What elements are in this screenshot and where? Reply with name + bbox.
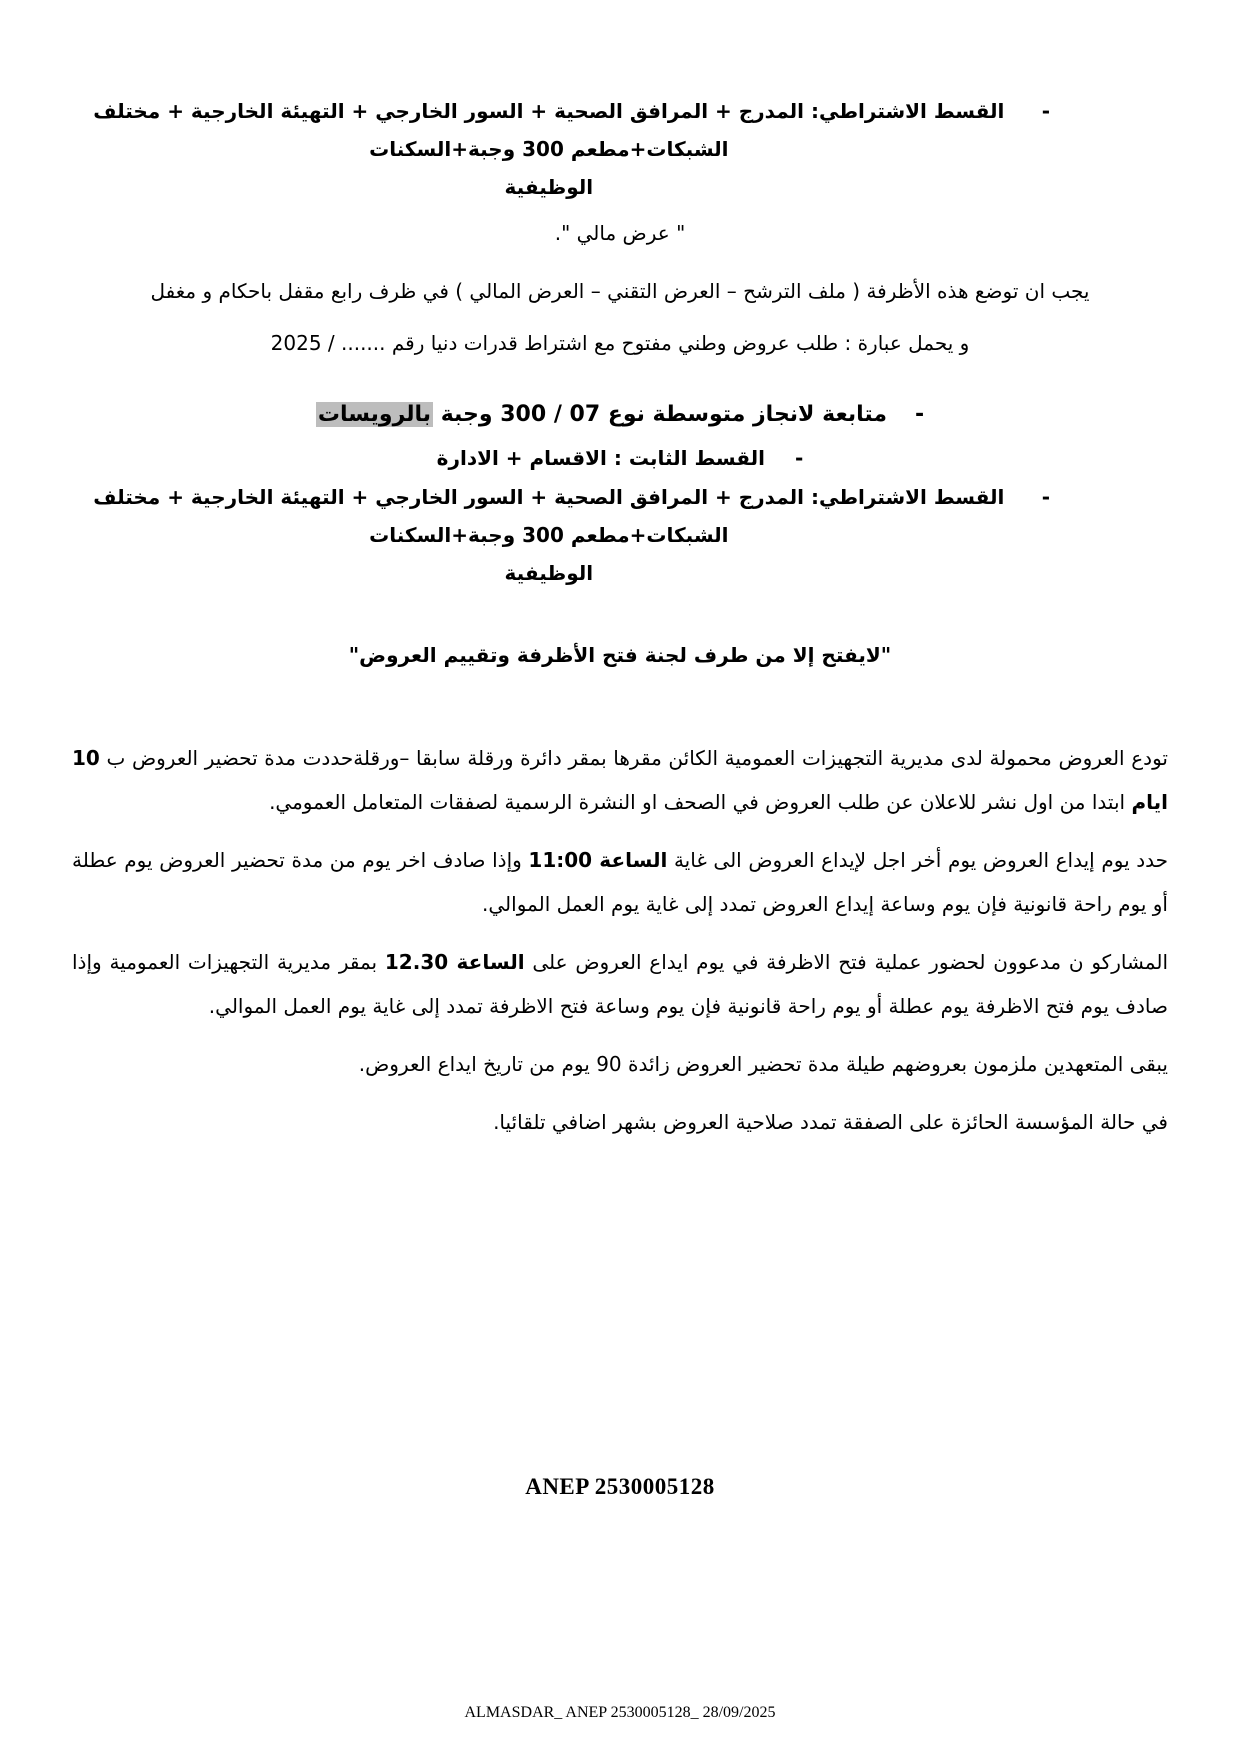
opening-paragraph: [72, 940, 1168, 1028]
opening-paragraph-text: المشاركو ن مدعوون لحضور عملية فتح الاظرفة في يوم ايداع العروض على: [524, 950, 1169, 974]
financial-offer-note: " عرض مالي ".: [554, 221, 686, 245]
deposit-hour: الساعة 11:00: [528, 848, 668, 872]
conditional-lot-line-2: الوظيفية: [504, 561, 594, 585]
conditional-lot-line-1: القسط الاشتراطي: المدرج + المرافق الصحية + السور الخارجي + التهيئة الخارجية + مختلف الشبكات+مطعم 300 وجبة+السكنات: [93, 485, 1005, 547]
footer-reference: ALMASDAR_ ANEP 2530005128_ 28/09/2025: [464, 1704, 776, 1721]
opening-paragraph-text: بمقر مديرية التجهيزات العمومية وإذا صادف يوم فتح الاظرفة يوم عطلة أو يوم راحة قانونية فإن يوم وساعة فتح الاظرفة تمدد إلى غاية يوم العمل الموالي.: [72, 950, 1168, 1018]
preparation-duration: 10 ايام: [72, 746, 1168, 814]
project-title-row: [72, 398, 1168, 432]
open-committee-note: "لايفتح إلا من طرف لجنة فتح الأظرفة وتقييم العروض": [348, 643, 892, 667]
anep-number: ANEP 2530005128: [525, 1474, 715, 1499]
conditional-lot-line-1: القسط الاشتراطي: المدرج + المرافق الصحية + السور الخارجي + التهيئة الخارجية + مختلف الشبكات+مطعم 300 وجبة+السكنات: [93, 99, 1005, 161]
bullet-dash: -: [914, 402, 925, 427]
fixed-lot-text: القسط الثابت : الاقسام + الادارة: [436, 446, 766, 470]
fixed-lot-row: [72, 442, 1168, 474]
conditional-lot-line-2: الوظيفية: [504, 175, 594, 199]
extension-paragraph: في حالة المؤسسة الحائزة على الصفقة تمدد صلاحية العروض بشهر اضافي تلقائيا.: [493, 1110, 1168, 1134]
deposit-paragraph-text: ابتدا من اول نشر للاعلان عن طلب العروض في الصحف او النشرة الرسمية لصفقات المتعامل العمومي.: [269, 790, 1132, 814]
conditional-lot-item-2: [72, 478, 1168, 592]
bullet-dash: -: [1041, 99, 1050, 123]
envelope-instruction: يجب ان توضع هذه الأظرفة ( ملف الترشح – العرض التقني – العرض المالي ) في ظرف رابع مقفل باحكام و مغفل: [150, 279, 1090, 303]
validity-paragraph: يبقى المتعهدين ملزمون بعروضهم طيلة مدة تحضير العروض زائدة 90 يوم من تاريخ ايداع العروض.: [358, 1052, 1168, 1076]
deposit-location-paragraph: [72, 736, 1168, 824]
deadline-paragraph-text: حدد يوم إيداع العروض يوم أخر اجل لإيداع العروض الى غاية: [667, 848, 1169, 872]
envelope-label: و يحمل عبارة : طلب عروض وطني مفتوح مع اشتراط قدرات دنيا رقم ....... / 2025: [270, 331, 970, 355]
conditional-lot-text: [72, 478, 1026, 592]
bullet-dash: -: [1041, 485, 1050, 509]
project-title-text: متابعة لانجاز متوسطة نوع 07 / 300 وجبة: [440, 402, 887, 427]
conditional-lot-text: [72, 92, 1026, 206]
opening-hour: الساعة 12.30: [384, 950, 525, 974]
deposit-paragraph-text: تودع العروض محمولة لدى مديرية التجهيزات العمومية الكائن مقرها بمقر دائرة ورقلة سابقا –ورقلةحددت مدة تحضير العروض ب: [99, 746, 1168, 770]
bullet-dash: -: [795, 446, 804, 470]
deadline-paragraph-text: وإذا صادف اخر يوم من مدة تحضير العروض يوم عطلة أو يوم راحة قانونية فإن يوم وساعة إيداع العروض تمدد إلى غاية يوم العمل الموالي.: [72, 848, 1168, 916]
deadline-paragraph: [72, 838, 1168, 926]
project-title: [316, 398, 887, 432]
project-title-highlight: بالرويسات: [317, 402, 432, 427]
conditional-lot-item-1: [72, 92, 1168, 206]
